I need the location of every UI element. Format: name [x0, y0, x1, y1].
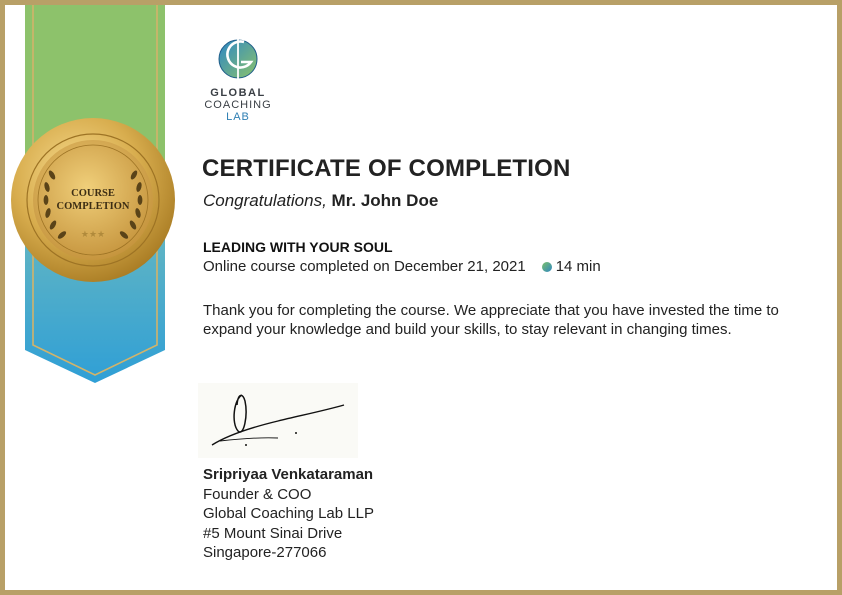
logo-text-1: GLOBAL	[210, 87, 266, 99]
signatory-block	[203, 465, 374, 563]
signatory-company: Global Coaching Lab LLP	[203, 505, 374, 522]
recipient-name: Mr. John Doe	[331, 191, 439, 210]
duration-dot-icon	[542, 262, 552, 272]
seal-stars-icon: ★★★	[80, 229, 106, 239]
completion-date-text: Online course completed on December 21, 2021	[203, 258, 526, 275]
duration-text: 14 min	[555, 258, 601, 275]
certificate-title: CERTIFICATE OF COMPLETION	[202, 155, 571, 182]
congratulations-line	[203, 191, 438, 211]
globe-icon	[214, 29, 262, 87]
course-name: LEADING WITH YOUR SOUL	[203, 239, 393, 255]
seal-line-2: COMPLETION	[56, 201, 130, 212]
signatory-role: Founder & COO	[203, 485, 312, 503]
thank-you-message: Thank you for completing the course. We appreciate that you have invested the time to expand your knowledge and build your skills, to stay relevant in changing times.	[203, 302, 779, 338]
ribbon-seal	[5, 5, 195, 395]
company-logo	[198, 29, 278, 123]
signatory-address-2: Singapore-277066	[203, 544, 327, 561]
logo-text-3: LAB	[226, 111, 250, 123]
signatory-address-1: #5 Mount Sinai Drive	[203, 524, 343, 542]
seal-line-1: COURSE	[71, 188, 115, 199]
logo-text-2: COACHING	[204, 99, 272, 111]
completion-line	[203, 258, 601, 275]
duration	[542, 258, 601, 275]
signature-image	[198, 383, 358, 458]
congrats-prefix: Congratulations,	[203, 191, 327, 210]
signatory-name: Sripriyaa Venkataraman	[203, 466, 374, 483]
